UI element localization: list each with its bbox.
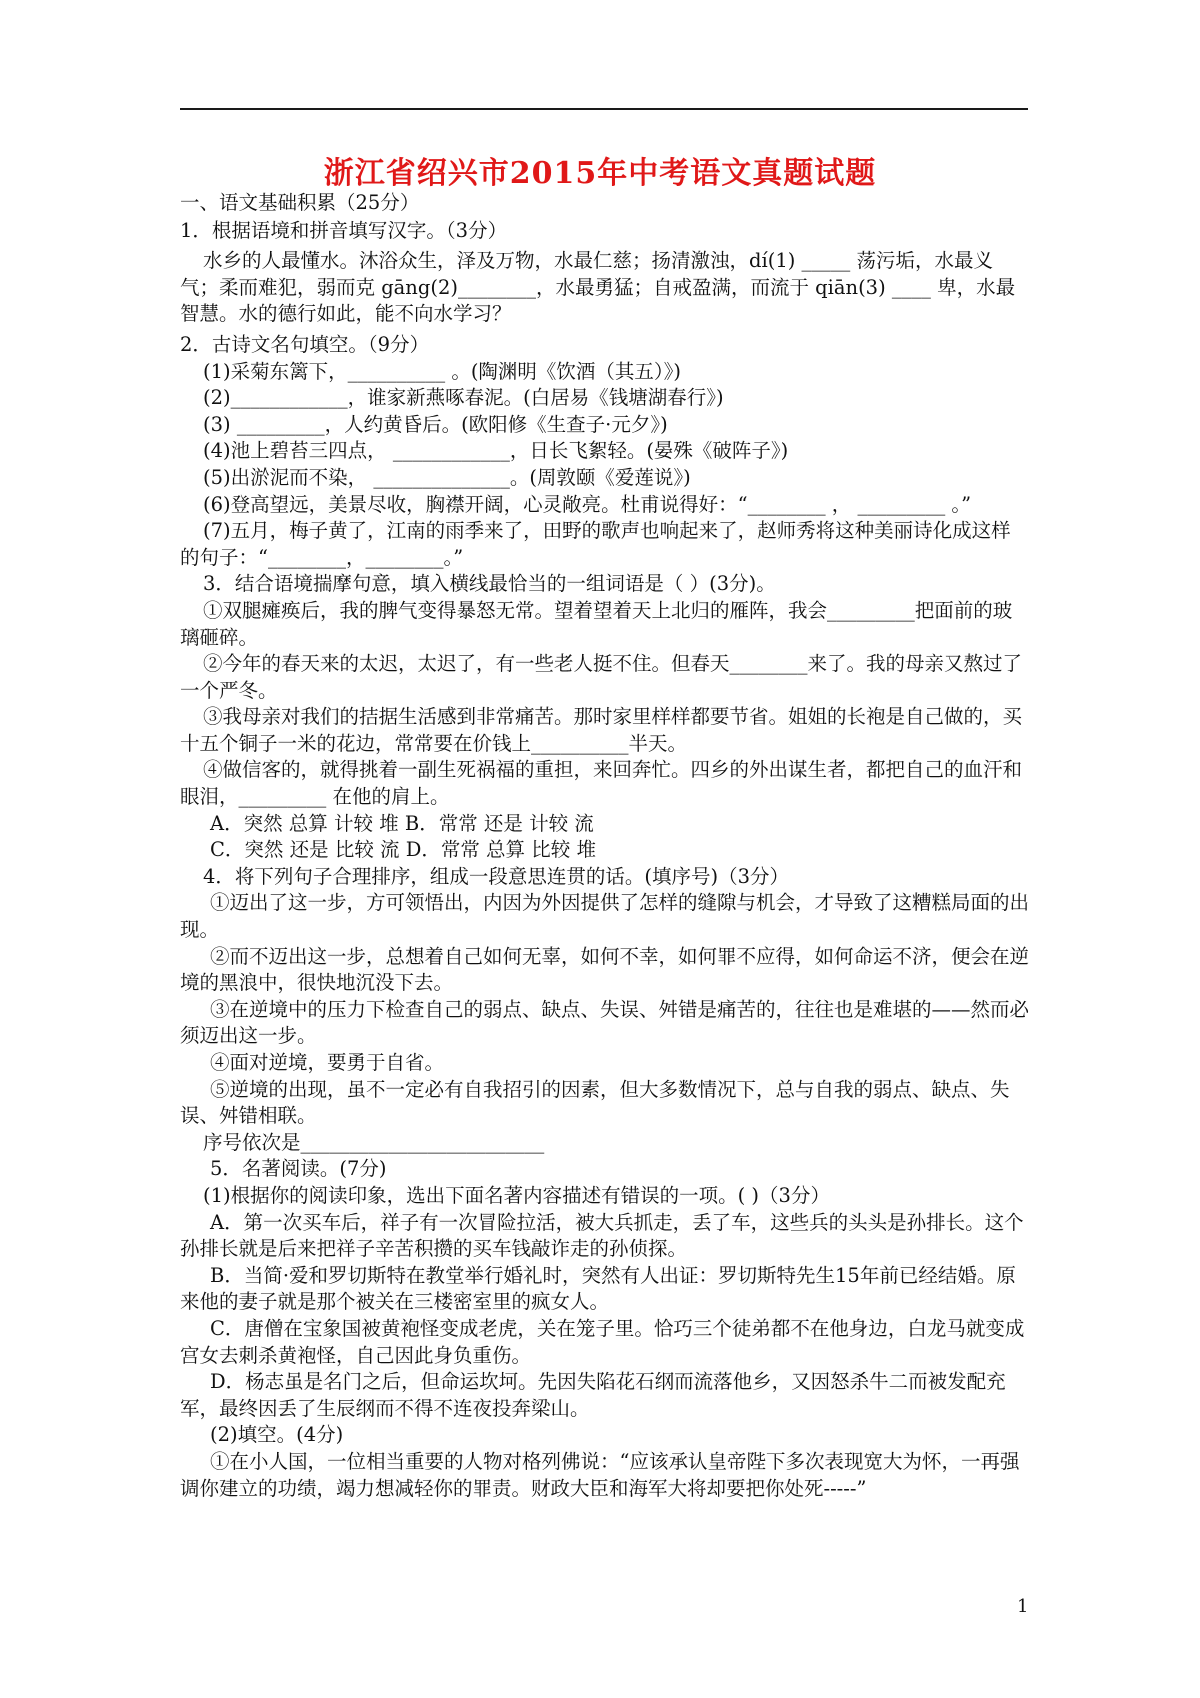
poem-item-3: (3) _________，人约黄昏后。(欧阳修《生查子·元夕》) [203,412,668,436]
question-4-sentence-5: ⑤逆境的出现，虽不一定必有自我招引的因素，但大多数情况下，总与自我的弱点、缺点、失误、舛错相联。 [180,1077,1010,1128]
poem-item-2: (2)____________，谁家新燕啄春泥。(白居易《钱塘湖春行》) [203,386,724,410]
page-number: 1 [1017,1596,1029,1617]
poem-item-5: (5)出淤泥而不染， ______________。(周敦颐《爱莲说》) [203,465,691,489]
question-4-sentence-3: ③在逆境中的压力下检查自己的弱点、缺点、失误、舛错是痛苦的，往往也是难堪的——然而必须迈出这一步。 [180,997,1030,1048]
question-4-sentence-2: ②而不迈出这一步，总想着自己如何无辜，如何不幸，如何罪不应得，如何命运不济，便会在逆境的黑浪中，很快地沉没下去。 [180,944,1030,995]
question-5-heading: 5．名著阅读。(7分) [210,1157,387,1181]
question-5-option-a: A．第一次买车后，祥子有一次冒险拉活，被大兵抓走，丢了车，这些兵的头头是孙排长。这个孙排长就是后来把祥子辛苦积攒的买车钱敲诈走的孙侦探。 [180,1210,1024,1261]
question-1-heading: 1．根据语境和拼音填写汉字。（3分） [180,218,508,242]
poem-item-6: (6)登高望远，美景尽收，胸襟开阔，心灵敞亮。杜甫说得好：“________ ， _________ 。” [203,492,972,516]
exam-content [180,190,1030,1502]
question-5-part-2: (2)填空。(4分) [210,1423,344,1447]
document-title: 浙江省绍兴市2015年中考语文真题试题 [323,156,877,191]
question-3-sentence-1: ①双腿瘫痪后，我的脾气变得暴怒无常。望着望着天上北归的雁阵，我会_________把面前的玻璃砸碎。 [180,598,1013,649]
question-5-part-1: (1)根据你的阅读印象，选出下面名著内容描述有错误的一项。( )（3分） [203,1183,830,1207]
question-4-heading: 4．将下列句子合理排序，组成一段意思连贯的话。(填序号)（3分） [203,864,790,888]
question-3-sentence-3: ③我母亲对我们的拮据生活感到非常痛苦。那时家里样样都要节省。姐姐的长袍是自己做的，买十五个铜子一米的花边，常常要在价钱上__________半天。 [180,705,1023,755]
question-4-sentence-4: ④面对逆境，要勇于自省。 [210,1051,445,1074]
header-rule [180,108,1028,110]
question-3-options-ab: A．突然 总算 计较 堆 B．常常 还是 计较 流 [210,811,594,835]
poem-item-7: (7)五月，梅子黄了，江南的雨季来了，田野的歌声也响起来了，赵师秀将这种美丽诗化成这样的句子：“________，________。” [180,519,1011,569]
question-5-option-d: D．杨志虽是名门之后，但命运坎坷。先因失陷花石纲而流落他乡，又因怒杀牛二而被发配充军，最终因丢了生辰纲而不得不连夜投奔梁山。 [180,1370,1006,1420]
poem-item-1: (1)采菊东篱下，__________ 。(陶渊明《饮酒（其五）》) [203,359,682,383]
question-4-sentence-1: ①迈出了这一步，方可领悟出，内因为外因提供了怎样的缝隙与机会，才导致了这糟糕局面的出现。 [180,891,1030,942]
section-heading: 一、语文基础积累（25分） [180,191,420,214]
question-3-sentence-2: ②今年的春天来的太迟，太迟了，有一些老人挺不住。但春天________来了。我的母亲又熬过了一个严冬。 [180,652,1023,702]
question-5-fill-1: ①在小人国，一位相当重要的人物对格列佛说：“应该承认皇帝陛下多次表现宽大为怀，一再强调你建立的功绩，竭力想减轻你的罪责。财政大臣和海军大将却要把你处死-----” [180,1449,1020,1500]
question-1-passage: 水乡的人最懂水。沐浴众生，泽及万物，水最仁慈；扬清激浊，dí(1) _____ 荡污垢，水最义气；柔而难犯，弱而克 gāng(2)________，水最勇猛；自戒盈满，而流于 qiān(3) ____ 卑，水最智慧。水的德行如此，能不向水学习？ [180,249,1016,326]
poem-item-4: (4)池上碧苔三四点， ____________，日长飞絮轻。(晏殊《破阵子》) [203,439,789,463]
question-5-option-c: C．唐僧在宝象国被黄袍怪变成老虎，关在笼子里。恰巧三个徒弟都不在他身边，白龙马就变成宫女去刺杀黄袍怪，自己因此身负重伤。 [180,1316,1025,1367]
question-2-heading: 2．古诗文名句填空。（9分） [180,332,430,356]
question-4-answer-line: 序号依次是_________________________ [203,1130,545,1154]
question-3-heading: 3．结合语境揣摩句意，填入横线最恰当的一组词语是（ ）(3分)。 [203,572,776,596]
question-3-options-cd: C．突然 还是 比较 流 D．常常 总算 比较 堆 [210,838,596,862]
question-3-sentence-4: ④做信客的，就得挑着一副生死祸福的重担，来回奔忙。四乡的外出谋生者，都把自己的血汗和眼泪，_________ 在他的肩上。 [180,758,1023,809]
question-5-option-b: B．当简·爱和罗切斯特在教堂举行婚礼时，突然有人出证：罗切斯特先生15年前已经结婚。原来他的妻子就是那个被关在三楼密室里的疯女人。 [180,1263,1016,1314]
